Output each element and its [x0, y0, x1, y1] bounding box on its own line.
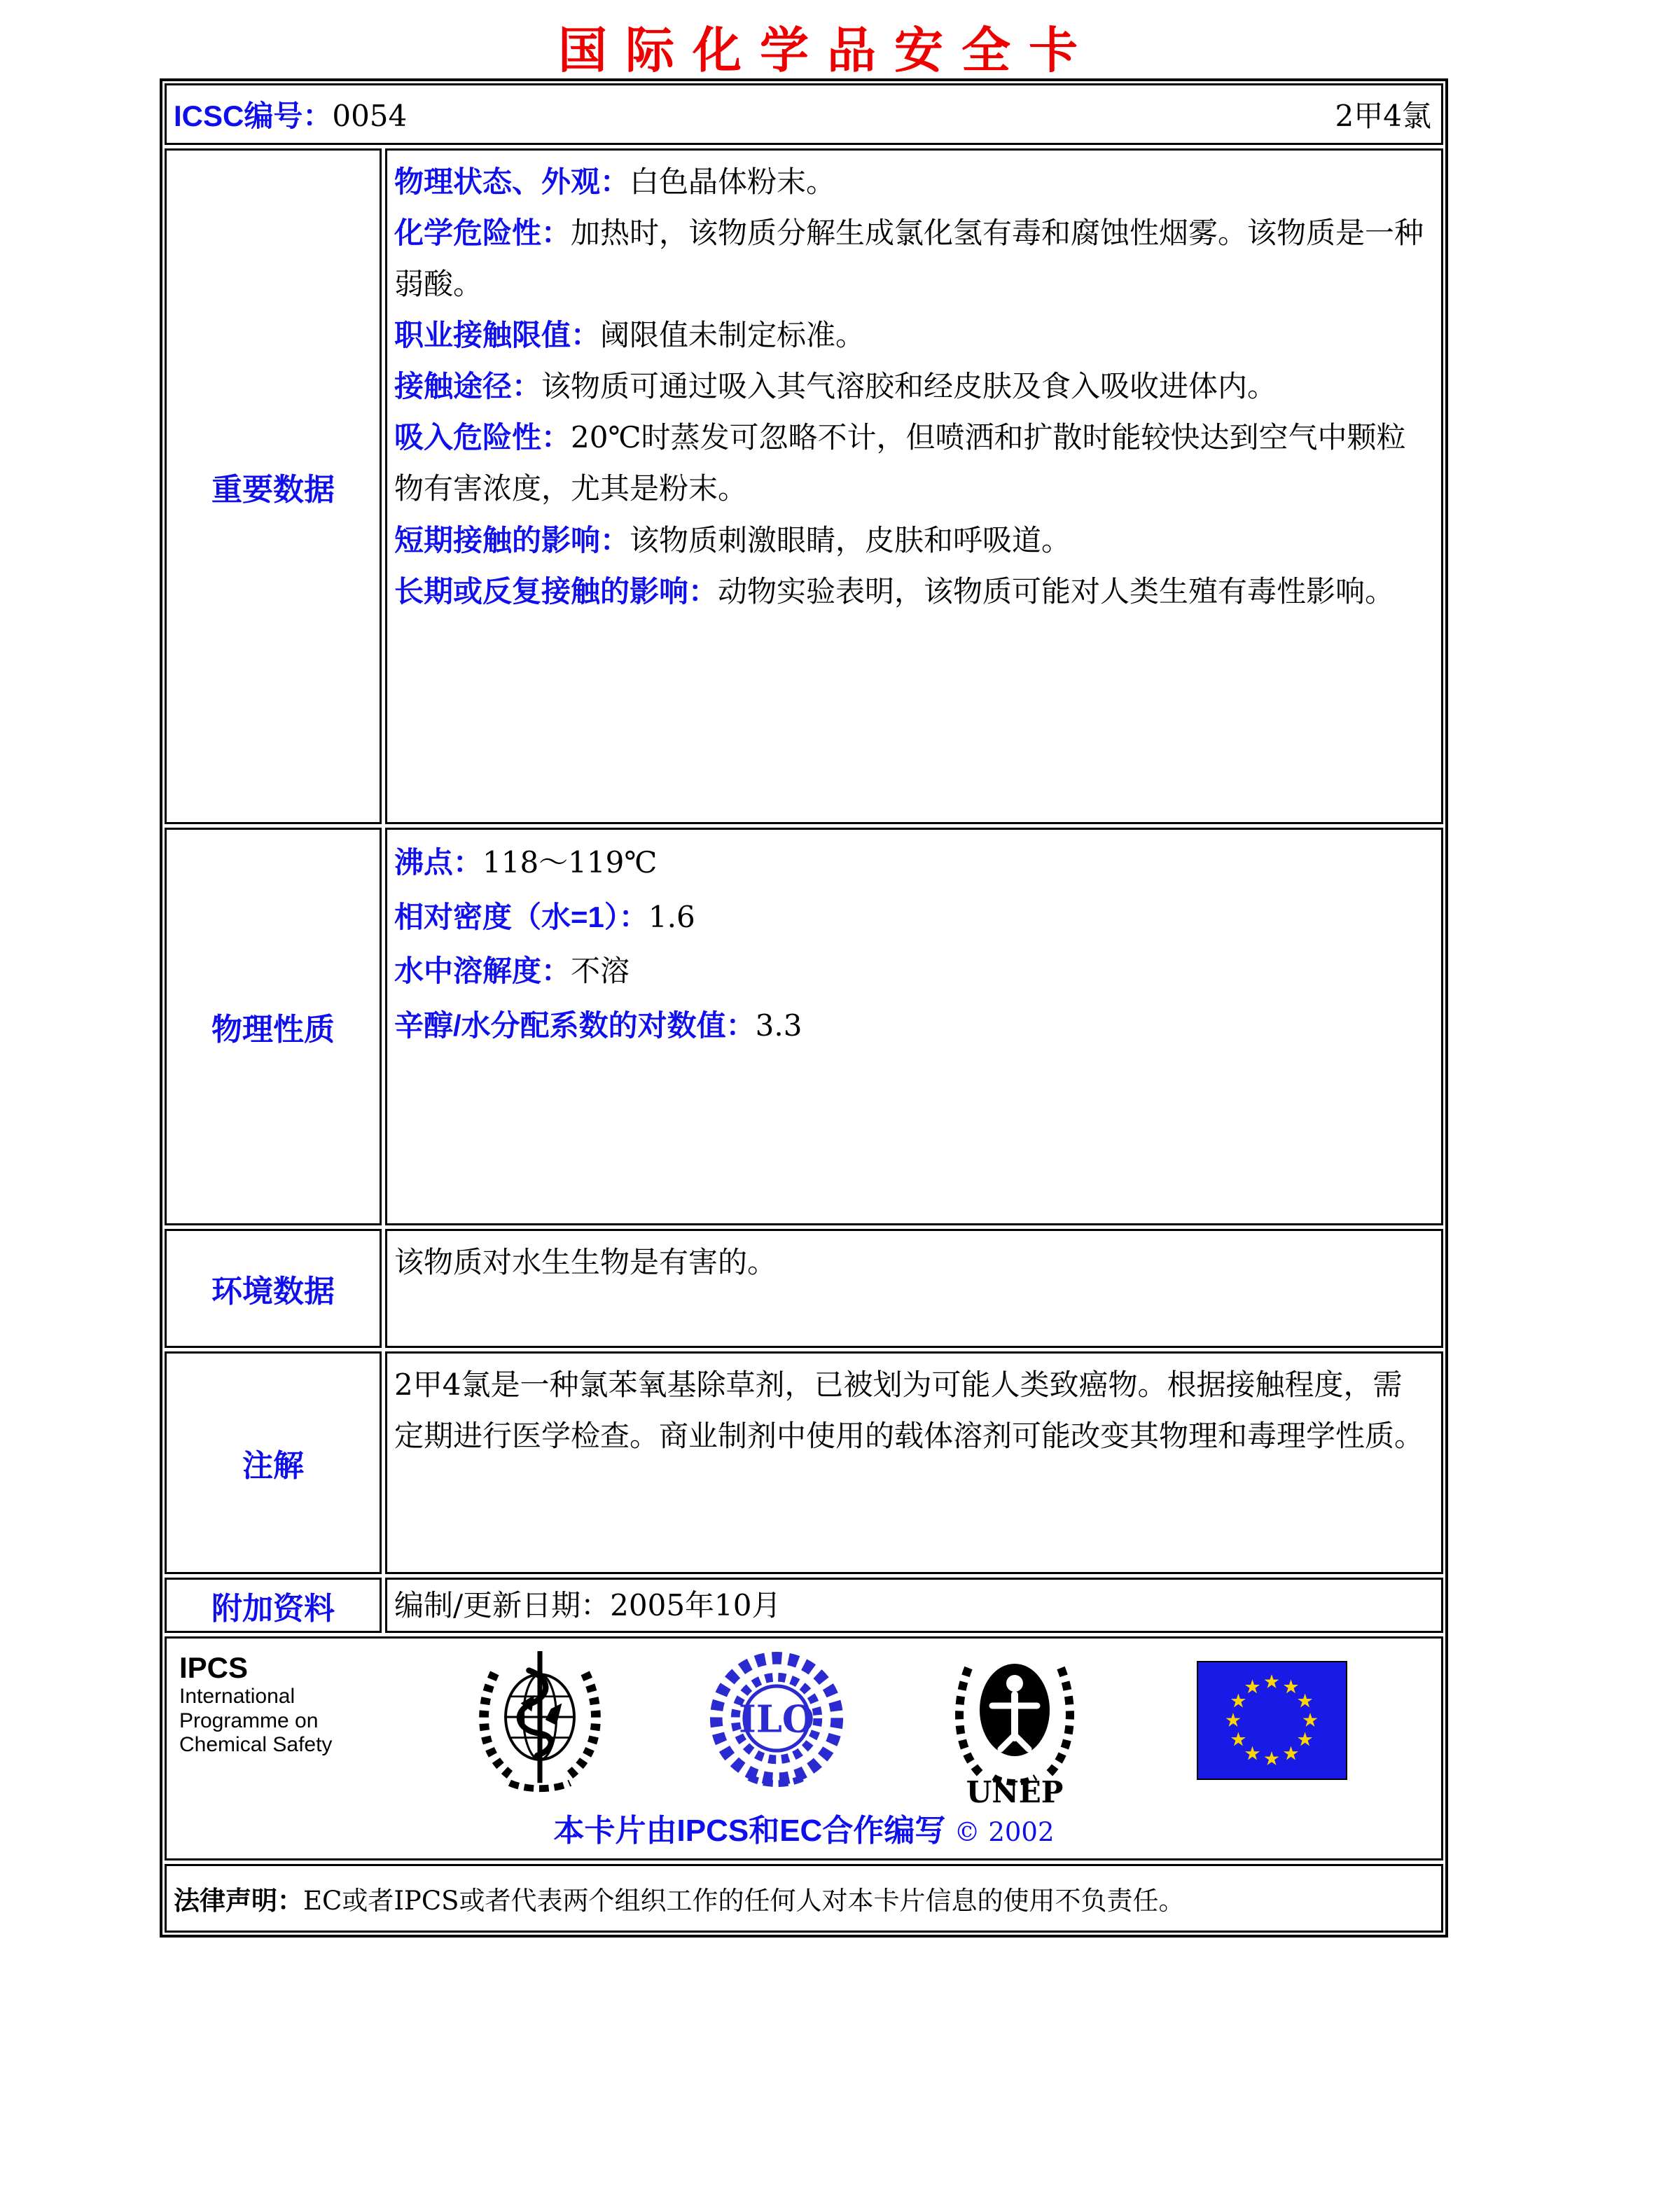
item-text: 1.6 [648, 899, 695, 934]
item-label: 吸入危险性： [394, 421, 571, 454]
page-title: 国际化学品安全卡 [558, 21, 1096, 79]
item-text: 阈限值未制定标准。 [600, 318, 866, 353]
item-text: 该物质可通过吸入其气溶胶和经皮肤及食入吸收进体内。 [541, 369, 1277, 404]
item-label: 职业接触限值： [394, 319, 601, 352]
important-data-item [394, 207, 1430, 309]
item-text: 20℃时蒸发可忽略不计，但喷洒和扩散时能较快达到空气中颗粒物有害浓度，尤其是粉末。 [394, 420, 1406, 506]
logos-row [165, 1636, 1443, 1860]
logos-cell [165, 1636, 1443, 1860]
icsc-number-label: ICSC编号： [174, 99, 333, 132]
item-label: 物理状态、外观： [394, 165, 630, 198]
important-data-item [394, 156, 1430, 207]
item-text: 不溶 [571, 954, 630, 989]
physical-properties-section-label: 物理性质 [165, 828, 382, 1225]
ipcs-line: Chemical Safety [179, 1733, 333, 1757]
item-text: 动物实验表明，该物质可能对人类生殖有毒性影响。 [718, 573, 1395, 608]
svg-text:UNEP: UNEP [966, 1775, 1064, 1806]
physical-properties-row [165, 828, 1443, 1225]
additional-info-section-label: 附加资料 [165, 1578, 382, 1633]
logo-strip [167, 1643, 1441, 1805]
important-data-item [394, 515, 1430, 566]
environmental-data-content [385, 1229, 1443, 1348]
additional-info-row [165, 1578, 1443, 1633]
legal-notice-text: EC或者IPCS或者代表两个组织工作的任何人对本卡片信息的使用不负责任。 [303, 1886, 1185, 1917]
important-data-row [165, 148, 1443, 824]
unep-logo-icon [952, 1648, 1078, 1805]
important-data-item [394, 361, 1430, 412]
environmental-data-text: 该物质对水生生物是有害的。 [394, 1245, 777, 1279]
notes-text: 2甲4氯是一种氯苯氧基除草剂，已被划为可能人类致癌物。根据接触程度，需定期进行医学检查。商业制剂中使用的载体溶剂可能改变其物理和毒理学性质。 [394, 1368, 1424, 1454]
notes-section-label: 注解 [165, 1351, 382, 1574]
ipcs-line: International [179, 1685, 296, 1709]
additional-info-content [385, 1578, 1443, 1633]
legal-row [165, 1864, 1443, 1933]
notes-row [165, 1351, 1443, 1574]
item-label: 长期或反复接触的影响： [394, 574, 718, 608]
environmental-data-row [165, 1229, 1443, 1348]
important-data-item [394, 412, 1430, 514]
ipcs-acronym: IPCS [179, 1651, 249, 1685]
notes-content [385, 1351, 1443, 1574]
update-date-value: 2005年10月 [610, 1588, 781, 1622]
legal-notice-label: 法律声明： [174, 1886, 303, 1916]
item-label: 水中溶解度： [394, 954, 571, 988]
item-text: 118～119℃ [482, 845, 658, 879]
environmental-data-section-label: 环境数据 [165, 1229, 382, 1348]
svg-text:ILO: ILO [738, 1697, 815, 1741]
update-date-label: 编制/更新日期： [394, 1588, 611, 1622]
item-text: 加热时，该物质分解生成氯化氢有毒和腐蚀性烟雾。该物质是一种弱酸。 [394, 216, 1424, 302]
physical-property-item [394, 835, 1430, 890]
header-row [165, 83, 1443, 145]
credit-text: 本卡片由IPCS和EC合作编写 [553, 1814, 946, 1849]
important-data-content [385, 148, 1443, 824]
copyright-text: © 2002 [954, 1817, 1055, 1848]
physical-property-item [394, 890, 1430, 945]
icsc-number-value: 0054 [332, 99, 408, 133]
item-label: 辛醇/水分配系数的对数值： [394, 1009, 756, 1043]
credit-line [167, 1805, 1441, 1854]
important-data-item [394, 566, 1430, 617]
ipcs-line: Programme on [179, 1709, 319, 1732]
legal-cell [165, 1864, 1443, 1933]
item-label: 化学危险性： [394, 216, 571, 250]
item-text: 3.3 [755, 1008, 802, 1043]
ilo-logo-icon [708, 1650, 845, 1790]
physical-properties-content [385, 828, 1443, 1225]
physical-property-item [394, 999, 1430, 1053]
icsc-number [174, 93, 407, 135]
item-label: 沸点： [394, 846, 483, 879]
important-data-item [394, 309, 1430, 361]
item-label: 短期接触的影响： [394, 523, 630, 557]
who-logo-icon [471, 1648, 609, 1793]
important-data-section-label: 重要数据 [165, 148, 382, 824]
item-text: 该物质刺激眼睛，皮肤和呼吸道。 [630, 522, 1071, 557]
item-label: 接触途径： [394, 370, 542, 403]
chemical-name: 2甲4氯 [1335, 99, 1431, 133]
item-label: 相对密度（水=1）： [394, 900, 648, 933]
physical-property-item [394, 944, 1430, 999]
ipcs-text-block [179, 1643, 379, 1758]
update-date [394, 1580, 781, 1631]
icsc-card-table [160, 78, 1448, 1938]
eu-flag-icon [1197, 1661, 1347, 1780]
item-text: 白色晶体粉末。 [630, 165, 836, 199]
header-cell [165, 83, 1443, 145]
